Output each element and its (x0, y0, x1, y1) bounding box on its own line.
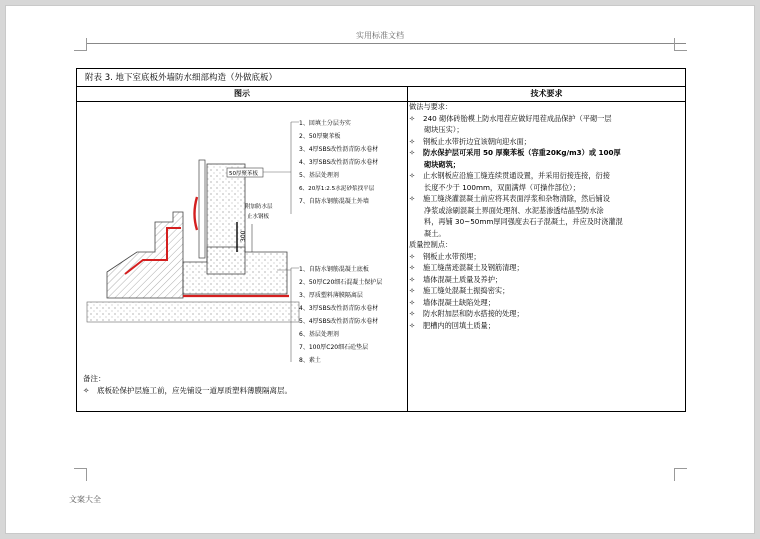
quality-item (409, 285, 685, 297)
tag-additional: 附加防水层 (245, 204, 273, 210)
requirement-line: 防水保护层可采用 50 厚聚苯板（容重20Kg/m3）或 100厚 (423, 148, 621, 157)
quality-heading: 质量控制点： (409, 240, 453, 249)
requirement-item (409, 170, 685, 182)
diamond-bullet-icon: ✧ (409, 136, 416, 146)
diamond-bullet-icon: ✧ (409, 171, 416, 180)
diamond-bullet-icon: ✧ (409, 251, 416, 261)
leader-bracket (291, 122, 299, 214)
quality-item (409, 274, 685, 286)
requirement-line: 长度不少于 100mm，双面满焊（可操作部位）； (424, 182, 580, 192)
requirement-item (409, 193, 685, 205)
lower-label: 5、4厚SBS改性沥青防水卷材 (299, 318, 379, 325)
crop-mark (674, 38, 687, 51)
tag-stop-plate: 止水钢板 (247, 214, 270, 220)
lower-label: 6、基层处理剂 (299, 331, 339, 338)
quality-text: 墙体混凝土质量及养护； (423, 274, 503, 284)
upper-label: 2、50厚聚苯板 (299, 133, 341, 140)
crop-mark (74, 468, 87, 481)
remarks-item (83, 385, 292, 397)
requirement-line: 凝土。 (424, 228, 446, 238)
requirement-line: 240 砌体砖胎模上防水甩茬应做好甩茬成品保护（平砌一层 (423, 113, 612, 123)
lower-label: 1、自防水钢筋混凝土底板 (299, 266, 369, 273)
quality-item (409, 320, 685, 332)
header-rule (86, 43, 686, 44)
requirement-item (409, 147, 685, 159)
crop-mark (74, 38, 87, 51)
soil-fill (87, 302, 299, 322)
foam-board (199, 160, 205, 258)
column-header-diagram: 图示 (77, 87, 407, 102)
requirement-line: 砌块压实）； (424, 125, 464, 134)
quality-item (409, 308, 685, 320)
upper-label: 4、3厚SBS改性沥青防水卷材 (299, 159, 379, 166)
column-divider (407, 87, 408, 411)
crop-mark (674, 468, 687, 481)
quality-text: 防水附加层和防水搭接的处理； (423, 309, 524, 318)
requirement-line: 净浆或涂刷混凝土界面处理剂、水泥基渗透结晶型防水涂 (424, 205, 604, 215)
quality-text: 施工缝处混凝土振捣密实； (423, 286, 510, 295)
diamond-bullet-icon: ✧ (409, 286, 416, 295)
quality-text: 钢板止水带预埋； (423, 251, 481, 261)
upper-label: 6、20厚1:2.5水泥砂浆找平层 (299, 186, 375, 192)
quality-text: 肥槽内的回填土质量； (423, 320, 495, 330)
requirement-line: 施工缝浇灌混凝土前应将其表面浮浆和杂物清除，然后铺设 (423, 194, 610, 203)
base-slab (183, 247, 287, 294)
requirement-item (409, 136, 685, 148)
upper-label: 3、4厚SBS改性沥青防水卷材 (299, 146, 379, 153)
requirement-item (409, 113, 685, 125)
diamond-bullet-icon: ✧ (409, 320, 416, 330)
diamond-bullet-icon: ✧ (409, 297, 416, 307)
page-header: 实用标准文档 (356, 31, 404, 40)
column-header-requirements: 技术要求 (408, 87, 685, 102)
waterproof-detail-drawing (77, 102, 407, 372)
lower-label: 8、素土 (299, 357, 321, 364)
quality-item (409, 297, 685, 309)
remarks (83, 373, 292, 397)
diamond-bullet-icon: ✧ (409, 148, 416, 157)
requirement-line: 止水钢板应沿施工缝连续贯通设置，并采用衍接连接，衍接 (423, 171, 610, 180)
brick-mold (107, 212, 183, 298)
tag-foam: 50厚聚苯板 (229, 171, 258, 177)
quality-text: 墙体混凝土缺陷处理； (423, 297, 495, 307)
spec-table (76, 68, 686, 412)
diamond-bullet-icon: ✧ (409, 309, 416, 318)
upper-label: 1、回填土分层夯实 (299, 120, 351, 127)
upper-label: 5、基层处理剂 (299, 172, 339, 179)
page-footer: 文案大全 (69, 495, 101, 504)
document-page (6, 6, 754, 533)
lower-label: 7、100厚C20细石砼垫层 (299, 344, 369, 351)
quality-item (409, 262, 685, 274)
quality-text: 施工缝凿迹混凝土及钢筋清理； (423, 263, 524, 272)
diamond-bullet-icon: ✧ (409, 274, 416, 284)
diamond-bullet-icon: ✧ (409, 113, 416, 123)
diamond-bullet-icon: ✧ (409, 263, 416, 272)
upper-label: 7、自防水钢筋混凝土外墙 (299, 198, 369, 205)
remarks-text: 底板砼保护层施工前，应先铺设一道厚质塑料薄膜隔离层。 (97, 386, 292, 395)
lower-label: 4、3厚SBS改性沥青防水卷材 (299, 305, 379, 312)
diamond-bullet-icon: ✧ (83, 386, 90, 395)
lower-label: 2、50厚C20细石混凝土保护层 (299, 279, 383, 286)
method-heading: 做法与要求： (409, 102, 453, 111)
additional-layer (195, 197, 198, 230)
remarks-heading: 备注： (83, 374, 106, 383)
technical-requirements (409, 101, 685, 331)
requirement-line: 砌块砌筑； (424, 159, 460, 169)
dimension-value: 300 (240, 230, 247, 242)
diamond-bullet-icon: ✧ (409, 194, 416, 203)
quality-item (409, 251, 685, 263)
table-title: 附表 3. 地下室底板外墙防水细部构造（外做底板） (77, 69, 685, 87)
requirement-line: 料，再铺 30~50mm厚同强度去石子混凝土，并应及时浇灌混 (424, 217, 623, 226)
requirement-line: 钢板止水带折边宜该朝向迎水面； (423, 136, 531, 146)
lower-label: 3、厚质塑料薄膜隔离层 (299, 292, 363, 299)
